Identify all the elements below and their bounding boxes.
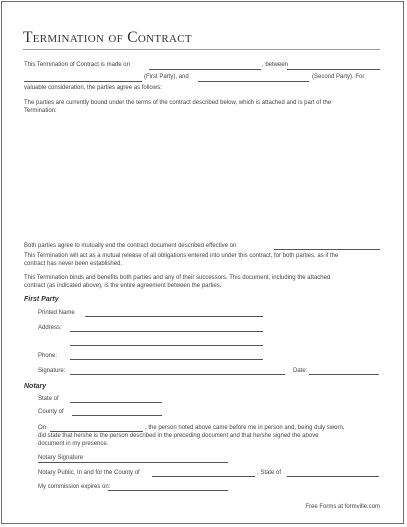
commission-label: My commission expires on: <box>38 484 111 490</box>
para-bound-2: Termination: <box>24 108 57 114</box>
date-field[interactable] <box>149 69 261 70</box>
first-party-heading: First Party <box>24 296 59 303</box>
notary-heading: Notary <box>24 383 47 390</box>
document-page <box>1 1 404 524</box>
phone-field[interactable] <box>70 359 263 360</box>
para-agree: Both parties agree to mutually end the contract document described effective on <box>24 243 237 249</box>
commission-date-field[interactable] <box>108 490 228 491</box>
address-field-2[interactable] <box>70 345 263 346</box>
notary-date-field[interactable] <box>50 431 143 432</box>
footer-text: Free Forms at formville.com <box>305 504 380 510</box>
intro-line2-b: (Second Party). For <box>312 74 365 80</box>
address-field-1[interactable] <box>70 331 263 332</box>
state-label: State of <box>38 396 59 402</box>
para-release-2: contract has never been established. <box>24 261 123 267</box>
notary-on-line3: document in my presence. <box>38 441 109 447</box>
phone-label: Phone: <box>38 353 58 359</box>
first-party-field[interactable] <box>24 81 142 82</box>
para-release: This Termination will act as a mutual release of all obligations entered into under this contract, for both parties, as if the <box>24 253 339 259</box>
para-binds-2: contract (as indicated above), is the entire agreement between the parties. <box>24 283 222 289</box>
county-label: County of <box>38 409 64 415</box>
notary-on-a: On <box>38 425 47 431</box>
notary-on-b: , the person noted above came before me in person and, being duly sworn, <box>145 425 345 431</box>
notary-state-name-field[interactable] <box>287 476 379 477</box>
document-title: Termination of Contract <box>23 29 192 46</box>
para-binds: This Termination binds and benefits both parties and any of their successors. This document, including the attached <box>24 275 331 281</box>
printed-name-label: Printed Name <box>38 310 75 316</box>
address-label: Address: <box>38 325 62 331</box>
signature-date-field[interactable] <box>309 374 379 375</box>
effective-date-field[interactable] <box>274 249 380 250</box>
intro-line1-b: , between <box>262 62 289 68</box>
state-of-label: , State of <box>257 470 282 476</box>
signature-field[interactable] <box>70 374 285 375</box>
printed-name-field[interactable] <box>85 316 263 317</box>
para-bound: The parties are currently bound under the terms of the contract described below, which is attached and is part of the <box>24 100 332 106</box>
intro-line1-a: This Termination of Contract is made on <box>24 62 130 68</box>
notary-signature-field[interactable] <box>38 462 228 463</box>
signature-label: Signature: <box>38 368 66 374</box>
notary-public-label: Notary Public, In and for the County of <box>38 470 140 476</box>
intro-line2-a: (First Party), and <box>144 74 189 80</box>
notary-on-line2: did state that he/she is the person described in the preceding document and that he/she signed the above <box>38 433 319 439</box>
notary-state-field[interactable] <box>70 402 162 403</box>
notary-signature-label: Notary Signature <box>38 455 84 461</box>
notary-county-name-field[interactable] <box>152 476 255 477</box>
intro-line3: valuable consideration, the parties agree as follows: <box>24 85 162 91</box>
second-party-field[interactable] <box>198 81 309 82</box>
title-divider <box>23 49 380 50</box>
notary-county-field[interactable] <box>72 415 162 416</box>
first-party-name-field[interactable] <box>287 69 380 70</box>
date-label: Date: <box>293 368 308 374</box>
